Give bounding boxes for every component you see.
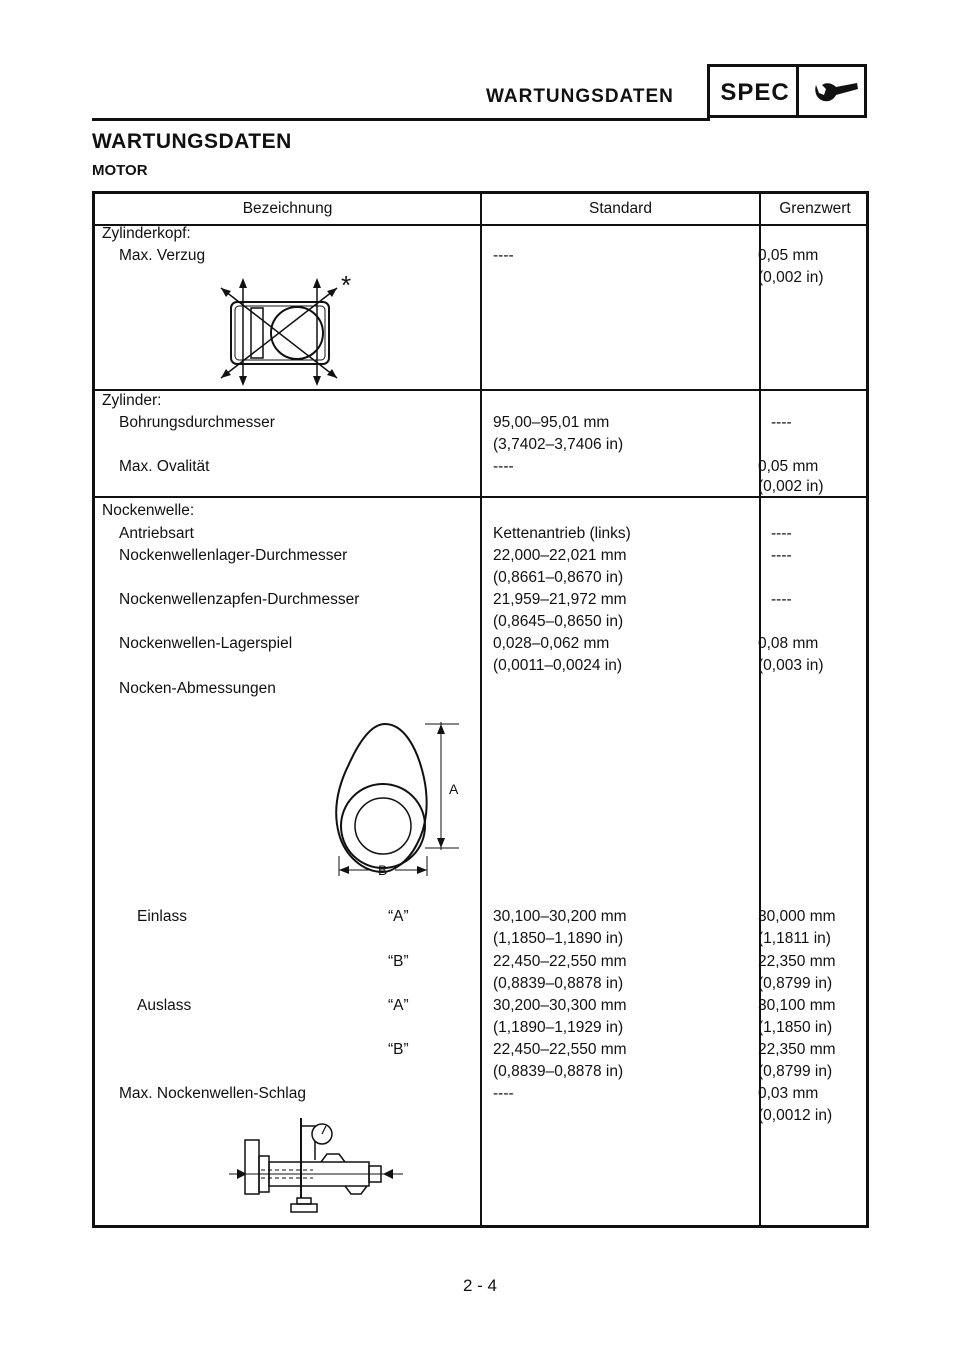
item-standard: (3,7402–3,7406 in) <box>493 436 624 453</box>
col-divider-1 <box>480 194 482 1225</box>
item-standard: 95,00–95,01 mm <box>493 414 610 431</box>
item-label: Einlass <box>137 908 187 925</box>
item-standard: 30,200–30,300 mm <box>493 997 627 1014</box>
item-limit: 22,350 mm <box>758 953 836 970</box>
page-title: WARTUNGSDATEN <box>92 130 292 153</box>
item-standard: (0,8839–0,8878 in) <box>493 975 624 992</box>
item-limit: 22,350 mm <box>758 1041 836 1058</box>
item-limit: 0,05 mm <box>758 458 819 475</box>
item-label: Max. Verzug <box>119 247 206 264</box>
item-limit: 0,05 mm <box>758 247 819 264</box>
item-limit: ---- <box>771 591 792 608</box>
figure-asterisk: * <box>341 270 352 300</box>
item-label: Auslass <box>137 997 192 1014</box>
item-standard: ---- <box>493 1085 514 1102</box>
item-standard: (1,1850–1,1890 in) <box>493 930 624 947</box>
item-label: Nockenwellen-Lagerspiel <box>119 635 293 652</box>
item-label: Max. Ovalität <box>119 458 210 475</box>
item-standard: (0,8661–0,8670 in) <box>493 569 624 586</box>
item-limit: 0,03 mm <box>758 1085 819 1102</box>
item-limit: (0,0012 in) <box>758 1107 833 1124</box>
item-sublabel: “B” <box>388 953 409 970</box>
item-standard: 22,450–22,550 mm <box>493 1041 627 1058</box>
item-limit: 30,100 mm <box>758 997 836 1014</box>
item-label: Nocken-Abmessungen <box>119 680 276 697</box>
item-standard: ---- <box>493 458 514 475</box>
group-heading: Zylinderkopf: <box>102 225 191 242</box>
item-limit: ---- <box>771 414 792 431</box>
header-row-line <box>95 224 866 226</box>
item-label: Antriebsart <box>119 525 194 542</box>
col-header-bezeichnung: Bezeichnung <box>242 200 333 217</box>
figure-label-b: B <box>378 862 388 878</box>
group-heading: Zylinder: <box>102 392 162 409</box>
row-line-2 <box>95 496 866 498</box>
item-limit: 30,000 mm <box>758 908 836 925</box>
item-standard: (0,0011–0,0024 in) <box>493 657 622 674</box>
item-label: Max. Nockenwellen-Schlag <box>119 1085 306 1102</box>
item-limit: (0,002 in) <box>758 478 824 495</box>
page-number: 2 - 4 <box>462 1276 498 1295</box>
item-limit: ---- <box>771 525 792 542</box>
cam-lobe-figure <box>325 716 475 888</box>
camshaft-runout-figure <box>227 1116 407 1216</box>
figure-label-a: A <box>449 781 459 797</box>
item-standard: 21,959–21,972 mm <box>493 591 627 608</box>
item-standard: (0,8839–0,8878 in) <box>493 1063 624 1080</box>
item-standard: 22,000–22,021 mm <box>493 547 627 564</box>
item-standard: 22,450–22,550 mm <box>493 953 627 970</box>
item-label: Nockenwellenlager-Durchmesser <box>119 547 348 564</box>
item-limit: (0,002 in) <box>758 269 824 286</box>
item-standard: ---- <box>493 247 514 264</box>
spec-label: SPEC <box>720 79 790 106</box>
group-heading: Nockenwelle: <box>102 502 195 519</box>
spec-badge <box>707 64 867 118</box>
item-limit: (0,003 in) <box>758 657 824 674</box>
item-limit: (1,1811 in) <box>758 930 831 947</box>
item-standard: 0,028–0,062 mm <box>493 635 610 652</box>
running-title: WARTUNGSDATEN <box>486 86 674 107</box>
item-sublabel: “B” <box>388 1041 409 1058</box>
item-limit: (0,8799 in) <box>758 975 833 992</box>
header-rule <box>92 118 710 121</box>
item-sublabel: “A” <box>388 908 409 925</box>
item-limit: ---- <box>771 547 792 564</box>
item-standard: 30,100–30,200 mm <box>493 908 627 925</box>
item-standard: Kettenantrieb (links) <box>493 525 631 542</box>
item-limit: (0,8799 in) <box>758 1063 833 1080</box>
wrench-icon <box>812 77 862 109</box>
col-header-standard: Standard <box>589 200 652 217</box>
item-limit: (1,1850 in) <box>758 1019 833 1036</box>
spec-table <box>92 191 869 1228</box>
item-sublabel: “A” <box>388 997 409 1014</box>
item-standard: (1,1890–1,1929 in) <box>493 1019 624 1036</box>
item-label: Bohrungsdurchmesser <box>119 414 275 431</box>
item-label: Nockenwellenzapfen-Durchmesser <box>119 591 360 608</box>
item-limit: 0,08 mm <box>758 635 819 652</box>
section-title: MOTOR <box>92 162 148 179</box>
item-standard: (0,8645–0,8650 in) <box>493 613 624 630</box>
row-line-1 <box>95 389 866 391</box>
spec-divider <box>796 67 799 115</box>
col-header-grenzwert: Grenzwert <box>779 200 851 217</box>
